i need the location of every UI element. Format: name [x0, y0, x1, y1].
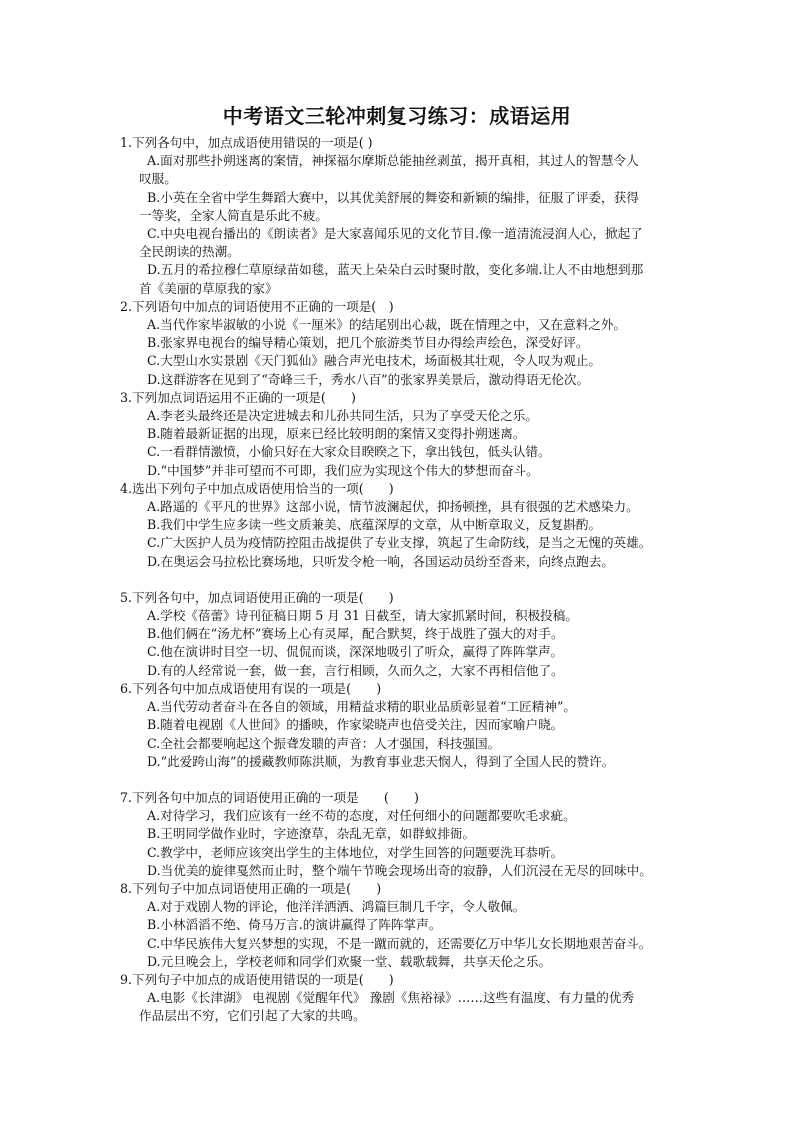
option-line: 一等奖，全家人简直是乐此不疲。: [139, 207, 328, 223]
option-line: A.电影《长津湖》 电视剧《觉醒年代》 豫剧《焦裕禄》……这些有温度、有力量的优秀: [147, 990, 635, 1006]
option-A: [120, 152, 700, 188]
option-B: [120, 425, 700, 443]
option-line: B.我们中学生应多读一些文质兼美、底蕴深厚的文章，从中断章取义，反复斟酌。: [147, 517, 602, 533]
option-D: [120, 261, 700, 297]
option-D: [120, 371, 700, 389]
option-B: [120, 625, 700, 643]
question-6: [120, 680, 700, 771]
option-line: A.李老头最终还是决定进城去和儿孙共同生活，只为了享受天伦之乐。: [147, 408, 538, 424]
option-line: C.大型山水实景剧《天门狐仙》融合声光电技术，场面极其壮观，令人叹为观止。: [147, 353, 601, 369]
option-line: 作品层出不穷，它们引起了大家的共鸣。: [139, 1008, 366, 1024]
question-stem: 7.下列各句中加点的词语使用正确的一项是 ( ): [120, 789, 419, 805]
option-line: D.“此爱跨山海”的援藏教师陈洪顺，为教育事业悲天悯人，得到了全国人民的赞许。: [147, 753, 615, 769]
option-line: B.小英在全省中学生舞蹈大赛中，以其优美舒展的舞姿和新颖的编排，征服了评委，获得: [147, 189, 639, 205]
option-line: D.在奥运会马拉松比赛场地，只听发令枪一响，各国运动员纷至沓来，向终点跑去。: [147, 553, 615, 569]
question-5: [120, 589, 700, 680]
option-line: D.有的人经常说一套，做一套，言行相顾，久而久之，大家不再相信他了。: [147, 662, 564, 678]
option-line: A.对于戏剧人物的评论，他洋洋洒洒、鸿篇巨制几千字，令人敬佩。: [147, 899, 526, 915]
option-C: [120, 735, 700, 753]
option-D: [120, 662, 700, 680]
option-line: C.全社会都要响起这个振聋发聩的声音：人才强国，科技强国。: [147, 735, 501, 751]
option-line: B.张家界电视台的编导精心策划，把几个旅游类节目办得绘声绘色，深受好评。: [147, 335, 589, 351]
question-stem: 6.下列各句中加点成语使用有误的一项是( ): [120, 680, 382, 696]
option-A: [120, 698, 700, 716]
option-line: D.五月的希拉穆仁草原绿苗如毯，蓝天上朵朵白云时聚时散，变化多端.让人不由地想到那: [147, 262, 644, 278]
question-stem: 1.下列各句中，加点成语使用错误的一项是( ): [120, 135, 373, 150]
question-7: [120, 789, 700, 880]
option-line: B.小林滔滔不绝、倚马万言.的演讲赢得了阵阵掌声。: [147, 917, 442, 933]
question-9: [120, 971, 700, 1026]
question-stem: 8.下列句子中加点词语使用正确的一项是( ): [120, 880, 382, 896]
option-C: [120, 935, 700, 953]
option-B: [120, 334, 700, 352]
option-line: C.中华民族伟大复兴梦想的实现，不是一蹴而就的，还需要亿万中华儿女长期地艰苦奋斗。: [147, 935, 652, 951]
option-line: 叹服。: [139, 171, 177, 187]
option-line: B.随着最新证据的出现，原来已经比较明朗的案情又变得扑朔迷离。: [147, 426, 526, 442]
option-B: [120, 916, 700, 934]
question-stem: 4.选出下列句子中加点成语使用恰当的一项( ): [120, 480, 394, 496]
option-B: [120, 516, 700, 534]
option-D: [120, 553, 700, 571]
spacer: [120, 571, 700, 589]
option-line: C.他在演讲时目空一切、侃侃而谈，深深地吸引了听众，赢得了阵阵掌声。: [147, 644, 564, 660]
page-title: 中考语文三轮冲刺复习练习：成语运用: [222, 104, 572, 128]
option-C: [120, 844, 700, 862]
option-line: C.教学中，老师应该突出学生的主体地位，对学生回答的问题要洗耳恭听。: [147, 844, 564, 860]
question-4: [120, 480, 700, 571]
option-A: [120, 407, 700, 425]
option-D: [120, 462, 700, 480]
option-B: [120, 189, 700, 225]
option-line: C.中央电视台播出的《朗读者》是大家喜闻乐见的文化节目.像一道清流浸润人心，掀起了: [147, 226, 643, 242]
option-line: D.“中国梦”并非可望而不可即，我们应为实现这个伟大的梦想而奋斗。: [147, 462, 539, 478]
option-line: A.当代作家毕淑敏的小说《一厘米》的结尾别出心裁，既在情理之中，又在意料之外。: [147, 317, 627, 333]
option-A: [120, 989, 700, 1025]
question-stem: 9.下列句子中加点的成语使用错误的一项是( ): [120, 971, 394, 987]
question-stem: 5.下列各句中，加点词语使用正确的一项是( ): [120, 589, 394, 605]
option-A: [120, 807, 700, 825]
option-line: A.当代劳动者奋斗在各自的领域，用精益求精的职业品质彰显着“工匠精神”。: [147, 699, 576, 715]
option-C: [120, 443, 700, 461]
option-line: D.这群游客在见到了“奇峰三千，秀水八百”的张家界美景后，激动得语无伦次。: [147, 371, 590, 387]
option-line: D.元旦晚会上，学校老师和同学们欢聚一堂、载歌载舞，共享天伦之乐。: [147, 953, 552, 969]
option-line: 首《美丽的草原我的家》: [139, 280, 278, 296]
option-D: [120, 953, 700, 971]
option-line: B.王明同学做作业时，字迹潦草，杂乱无章，如群蚁排衙。: [147, 826, 476, 842]
option-B: [120, 716, 700, 734]
option-line: A.学校《蓓蕾》诗刊征稿日期 5 月 31 日截至，请大家抓紧时间，积极投稿。: [147, 608, 578, 624]
question-1: [120, 134, 700, 298]
option-B: [120, 825, 700, 843]
option-line: A.对待学习，我们应该有一丝不苟的态度，对任何细小的问题都要吹毛求疵。: [147, 808, 576, 824]
question-stem: 2.下列语句中加点的词语使用不正确的一项是( ): [120, 298, 394, 314]
option-A: [120, 607, 700, 625]
question-8: [120, 880, 700, 971]
option-A: [120, 498, 700, 516]
option-C: [120, 225, 700, 261]
option-A: [120, 316, 700, 334]
option-line: A.面对那些扑朔迷离的案情，神探福尔摩斯总能抽丝剥茧，揭开真相，其过人的智慧令人: [147, 153, 639, 169]
question-list: [120, 134, 700, 1026]
option-line: C.一看群情激愤，小偷只好在大家众目睽睽之下，拿出钱包，低头认错。: [147, 444, 551, 460]
option-C: [120, 352, 700, 370]
option-line: B.他们俩在“汤尤杯”赛场上心有灵犀，配合默契，终于战胜了强大的对手。: [147, 626, 564, 642]
option-D: [120, 862, 700, 880]
option-line: 全民朗读的热潮。: [139, 244, 240, 260]
option-A: [120, 898, 700, 916]
option-C: [120, 534, 700, 552]
option-line: C.广大医护人员为疫情防控阻击战提供了专业支撑，筑起了生命防线，是当之无愧的英雄。: [147, 535, 652, 551]
question-stem: 3.下列加点词语运用不正确的一项是( ): [120, 389, 356, 405]
option-line: B.随着电视剧《人世间》的播映，作家梁晓声也倍受关注，因而家喻户晓。: [147, 717, 564, 733]
question-2: [120, 298, 700, 389]
option-C: [120, 643, 700, 661]
spacer: [120, 771, 700, 789]
option-D: [120, 753, 700, 771]
option-line: A.路遥的《平凡的世界》这部小说，情节波澜起伏，抑扬顿挫，具有很强的艺术感染力。: [147, 499, 639, 515]
option-line: D.当优美的旋律戛然而止时，整个端午节晚会现场出奇的寂静，人们沉浸在无尽的回味中。: [147, 862, 652, 878]
question-3: [120, 389, 700, 480]
